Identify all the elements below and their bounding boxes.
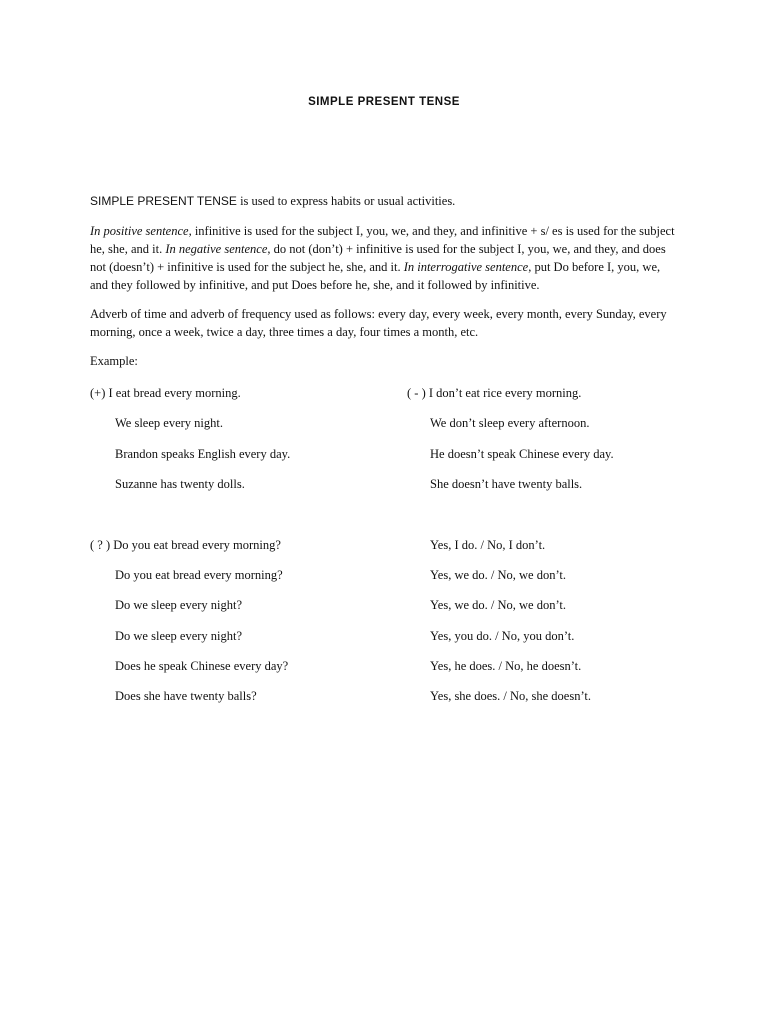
answer-example: Yes, we do. / No, we don’t. [430, 598, 566, 612]
page-title: SIMPLE PRESENT TENSE [308, 96, 460, 108]
interrogative-rule-text: , put Do before I, you, we, and they followed by infinitive, and put Does before he, she, and it followed by infinitive. [90, 260, 661, 292]
question-example: Does she have twenty balls? [115, 689, 257, 703]
intro-paragraph [90, 192, 680, 210]
adverbs-paragraph: Adverb of time and adverb of frequency used as follows: every day, every week, every month, every Sunday, every morning, once a week, twice a day, three times a day, four times a month, etc. [90, 307, 667, 339]
positive-example: Brandon speaks English every day. [115, 447, 291, 461]
answer-example: Yes, we do. / No, we don’t. [430, 568, 566, 582]
negative-sentence-label: In negative sentence [165, 242, 268, 256]
answer-example: Yes, he does. / No, he doesn’t. [430, 659, 582, 673]
intro-term: SIMPLE PRESENT TENSE [90, 194, 237, 208]
positive-rule-text: infinitive is used for the subject I, you, we, and they, and infinitive + s/ es is used for the subject he, she, and it. [90, 224, 675, 256]
negative-example: ( - ) I don’t eat rice every morning. [407, 386, 582, 400]
question-example: Does he speak Chinese every day? [115, 659, 289, 673]
negative-example: He doesn’t speak Chinese every day. [430, 447, 614, 461]
negative-example: We don’t sleep every afternoon. [430, 416, 590, 430]
rules-paragraph [90, 222, 680, 294]
answer-example: Yes, you do. / No, you don’t. [430, 629, 575, 643]
example-label: Example: [90, 354, 138, 368]
question-example: Do we sleep every night? [115, 629, 243, 643]
question-example: Do you eat bread every morning? [115, 568, 283, 582]
answer-example: Yes, she does. / No, she doesn’t. [430, 689, 591, 703]
negative-rule-text: , do not (don’t) + infinitive is used for the subject I, you, we, and they, and does not (doesn’t) + infinitive is used for the subject he, she, and it. [90, 242, 666, 274]
positive-example: We sleep every night. [115, 416, 223, 430]
intro-text: is used to express habits or usual activities. [236, 194, 456, 208]
answer-example: Yes, I do. / No, I don’t. [430, 538, 546, 552]
question-example: ( ? ) Do you eat bread every morning? [90, 538, 281, 552]
negative-example: She doesn’t have twenty balls. [430, 477, 583, 491]
positive-example: (+) I eat bread every morning. [90, 386, 241, 400]
interrogative-sentence-label: In interrogative sentence [403, 260, 529, 274]
question-example: Do we sleep every night? [115, 598, 243, 612]
positive-example: Suzanne has twenty dolls. [115, 477, 245, 491]
positive-sentence-label: In positive sentence, [90, 224, 192, 238]
